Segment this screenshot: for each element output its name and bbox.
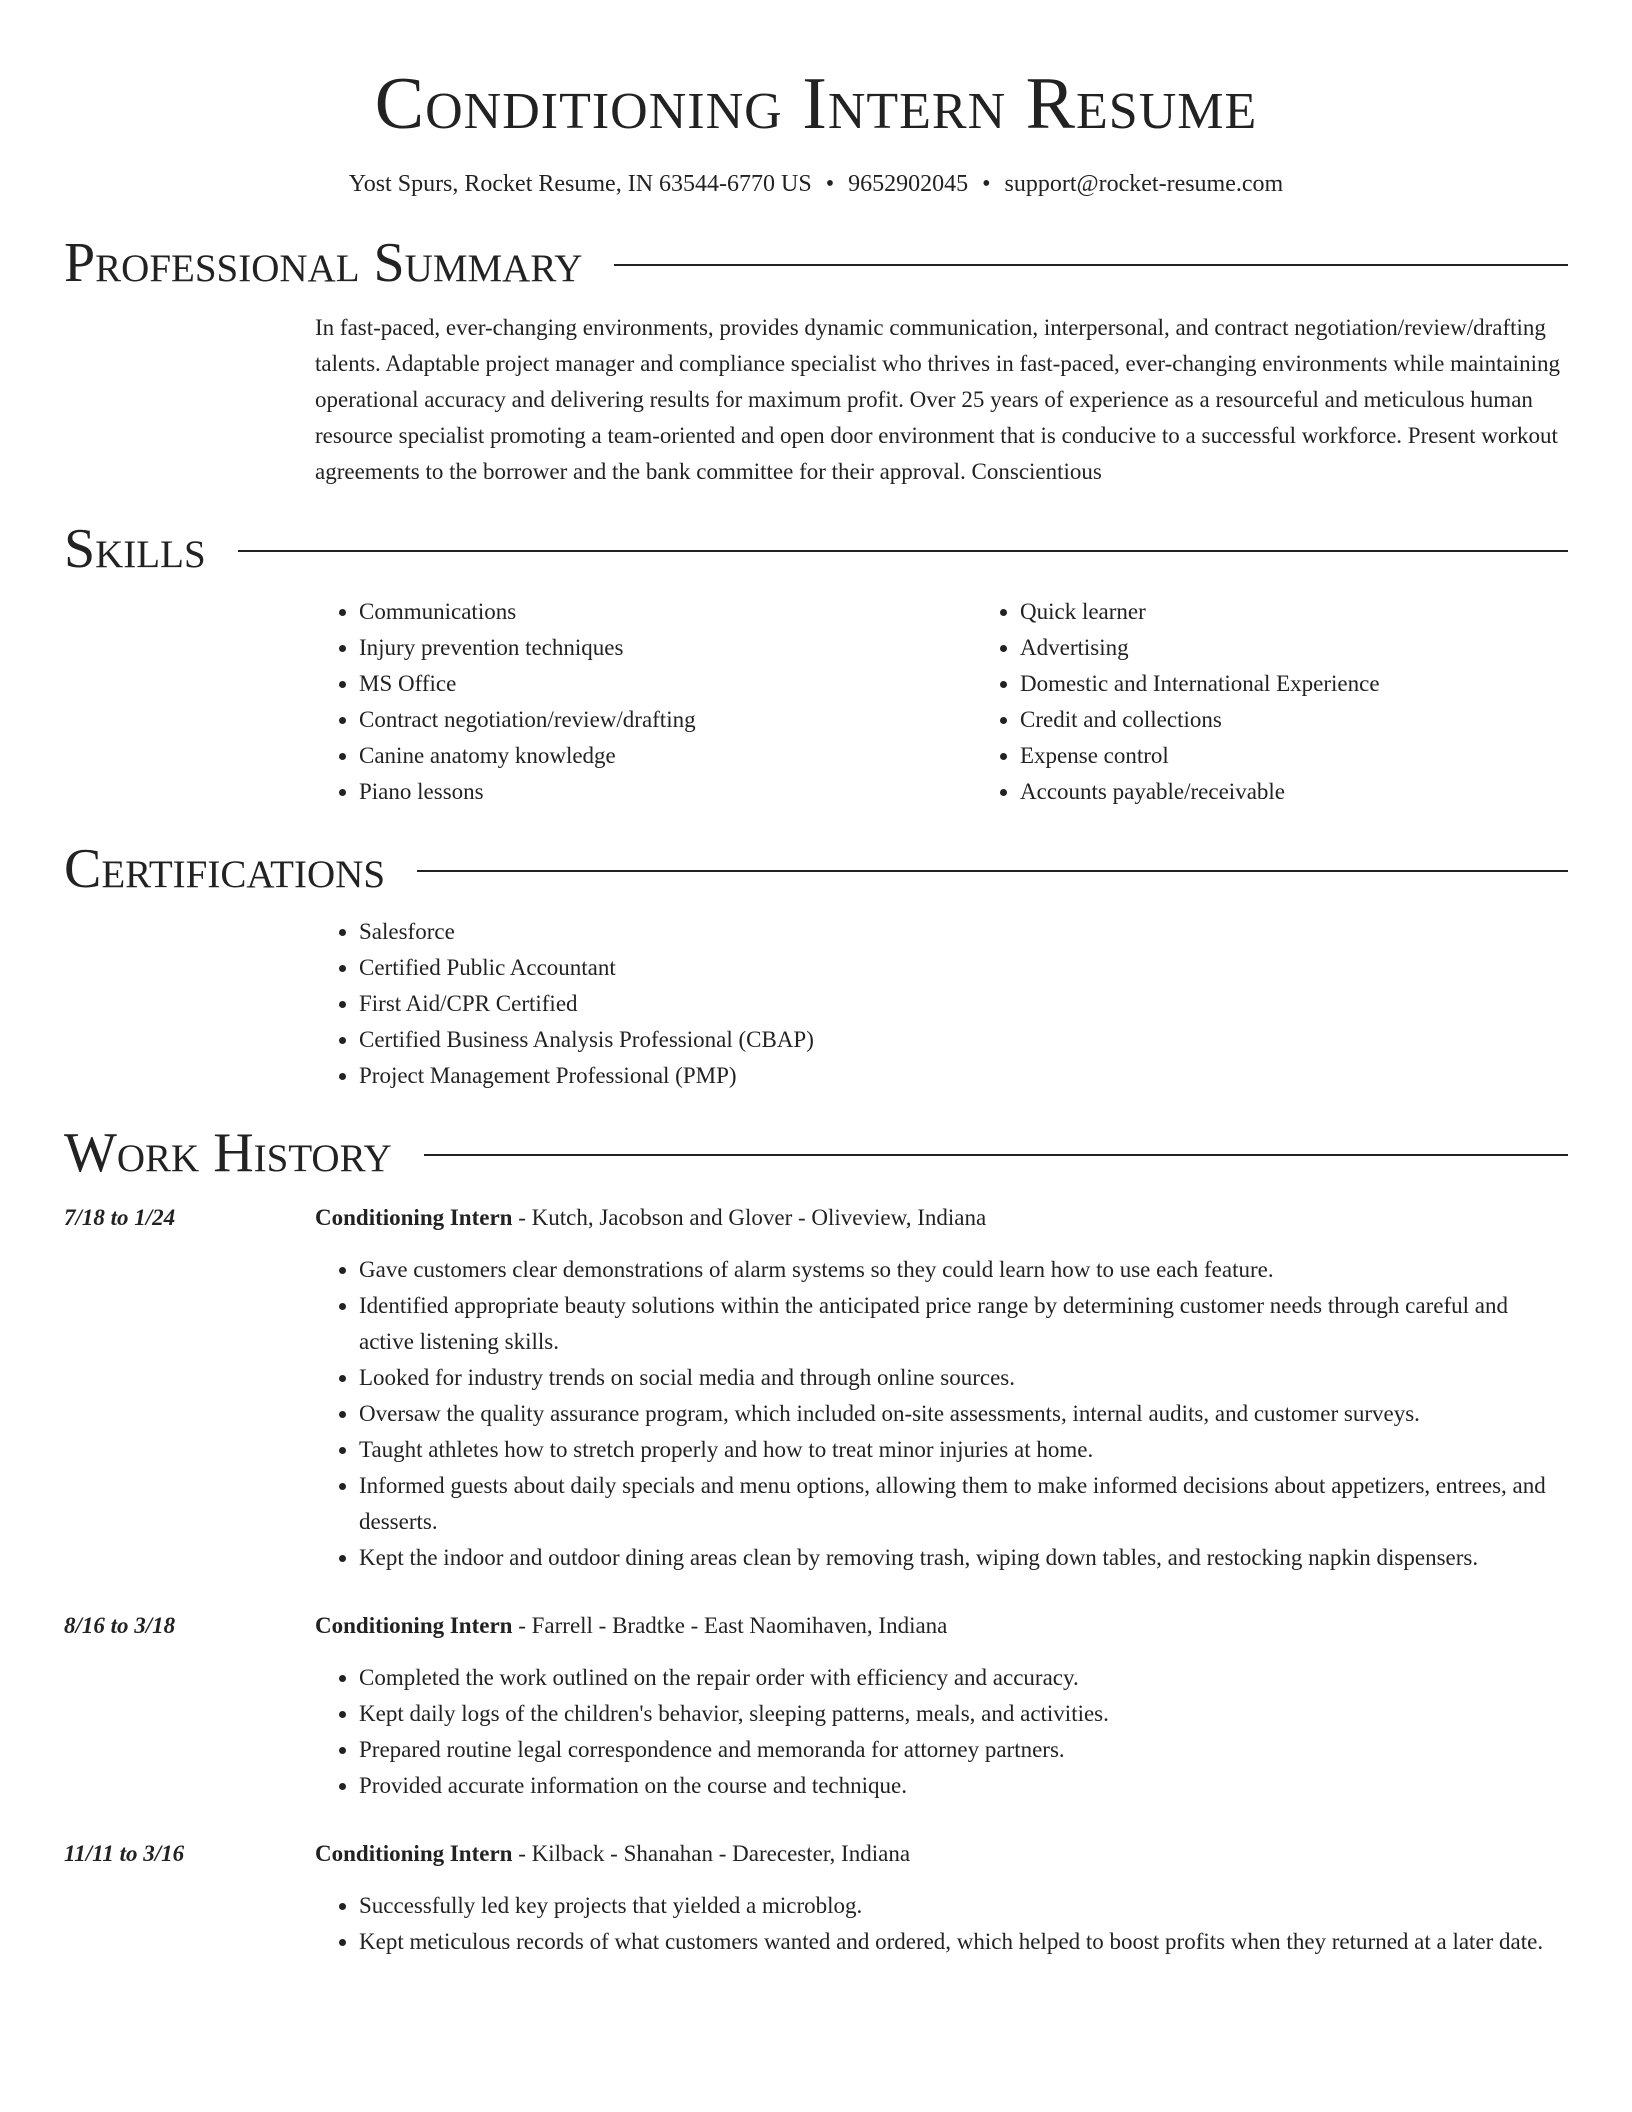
skills-right-list [976, 594, 1568, 810]
job-bullet: • Completed the work outlined on the repair order with efficiency and accuracy. [359, 1660, 1568, 1696]
job-role: Conditioning Intern [315, 1613, 513, 1639]
job-bullet: • Looked for industry trends on social media and through online sources. [359, 1360, 1568, 1396]
work-history-section [64, 1124, 1568, 1960]
job-entry [64, 1608, 1568, 1804]
contact-separator: • [825, 171, 835, 198]
section-divider [417, 870, 1568, 872]
job-bullet: • Informed guests about daily specials and menu options, allowing them to make informed decisions about appetizers, entrees, and desserts. [359, 1468, 1568, 1540]
certification-item: • Certified Public Accountant [359, 950, 1568, 986]
summary-body [315, 310, 1568, 490]
contact-separator: • [982, 171, 991, 198]
work-history-heading: Work History [64, 1122, 392, 1185]
certifications-list [315, 914, 1568, 1094]
certification-item: • Project Management Professional (PMP) [359, 1058, 1568, 1094]
job-dates: 7/18 to 1/24 [64, 1205, 176, 1231]
job-bullet: • Kept meticulous records of what customers wanted and ordered, which helped to boost profits when they returned at a later date. [359, 1924, 1568, 1960]
job-dates: 11/11 to 3/16 [64, 1841, 185, 1867]
job-role: Conditioning Intern [315, 1841, 513, 1867]
work-history-header [64, 1122, 1568, 1185]
skill-item: • Canine anatomy knowledge [359, 738, 976, 774]
job-dates: 8/16 to 3/18 [64, 1613, 176, 1639]
contact-address: Yost Spurs, Rocket Resume, IN 63544-6770 US [348, 171, 812, 198]
job-employer: - Kutch, Jacobson and Glover - Oliveview, Indiana [512, 1205, 987, 1231]
job-bullets [315, 1888, 1568, 1960]
skill-item: • Injury prevention techniques [359, 630, 976, 666]
job-role: Conditioning Intern [315, 1205, 513, 1231]
job-employer: - Farrell - Bradtke - East Naomihaven, Indiana [512, 1613, 948, 1639]
section-divider [238, 550, 1568, 552]
resume-title: Conditioning Intern Resume [374, 63, 1258, 145]
job-heading [315, 1608, 1568, 1644]
skill-item: • Quick learner [1020, 594, 1568, 630]
job-bullets [315, 1660, 1568, 1804]
skill-item: • Piano lessons [359, 774, 976, 810]
certification-item: • Salesforce [359, 914, 1568, 950]
job-employer: - Kilback - Shanahan - Darecester, Indiana [512, 1841, 911, 1867]
skill-item: • Communications [359, 594, 976, 630]
summary-heading: Professional Summary [64, 232, 583, 295]
job-entry [64, 1836, 1568, 1960]
job-body [315, 1836, 1568, 1960]
contact-line [64, 171, 1568, 198]
section-divider [614, 264, 1568, 266]
skill-item: • Credit and collections [1020, 702, 1568, 738]
job-bullet: • Taught athletes how to stretch properly and how to treat minor injuries at home. [359, 1432, 1568, 1468]
job-entry [64, 1200, 1568, 1576]
skills-section [64, 520, 1568, 810]
skill-item: • Domestic and International Experience [1020, 666, 1568, 702]
certification-item: • Certified Business Analysis Professional (CBAP) [359, 1022, 1568, 1058]
skills-heading: Skills [64, 518, 206, 581]
job-bullet: • Kept daily logs of the children's behavior, sleeping patterns, meals, and activities. [359, 1696, 1568, 1732]
job-bullets [315, 1252, 1568, 1576]
certifications-section [64, 840, 1568, 1094]
job-bullet: • Prepared routine legal correspondence and memoranda for attorney partners. [359, 1732, 1568, 1768]
skill-item: • Expense control [1020, 738, 1568, 774]
job-body [315, 1608, 1568, 1804]
certification-item: • First Aid/CPR Certified [359, 986, 1568, 1022]
skills-header [64, 518, 1568, 581]
job-bullet: • Successfully led key projects that yielded a microblog. [359, 1888, 1568, 1924]
certifications-body [315, 914, 1568, 1094]
skill-item: • Accounts payable/receivable [1020, 774, 1568, 810]
job-heading [315, 1200, 1568, 1236]
job-body [315, 1200, 1568, 1576]
contact-email: support@rocket-resume.com [1004, 171, 1284, 198]
section-divider [424, 1154, 1568, 1156]
job-heading [315, 1836, 1568, 1872]
summary-text: In fast-paced, ever-changing environments, provides dynamic communication, interpersonal, and contract negotiation/review/drafting talents. Adaptable project manager and compliance specialist who thrives in fast-paced, ever-changing environments while maintaining operational accuracy and delivering results for maximum profit. Over 25 years of experience as a resourceful and meticulous human resource specialist promoting a team-oriented and open door environment that is conducive to a successful workforce. Present workout agreements to the borrower and the bank committee for their approval. Conscientious [315, 315, 1560, 485]
skill-item: • MS Office [359, 666, 976, 702]
job-bullet: • Kept the indoor and outdoor dining areas clean by removing trash, wiping down tables, and restocking napkin dispensers. [359, 1540, 1568, 1576]
summary-section [64, 234, 1568, 490]
job-bullet: • Provided accurate information on the course and technique. [359, 1768, 1568, 1804]
contact-phone: 9652902045 [848, 171, 969, 198]
skill-item: • Contract negotiation/review/drafting [359, 702, 976, 738]
skills-grid [315, 578, 1568, 810]
skill-item: • Advertising [1020, 630, 1568, 666]
job-bullet: • Identified appropriate beauty solutions within the anticipated price range by determining customer needs through careful and active listening skills. [359, 1288, 1568, 1360]
certifications-header [64, 838, 1568, 901]
skills-left-list [315, 594, 976, 810]
certifications-heading: Certifications [64, 838, 386, 901]
job-bullet: • Gave customers clear demonstrations of alarm systems so they could learn how to use each feature. [359, 1252, 1568, 1288]
job-bullet: • Oversaw the quality assurance program, which included on-site assessments, internal audits, and customer surveys. [359, 1396, 1568, 1432]
summary-header [64, 232, 1568, 295]
